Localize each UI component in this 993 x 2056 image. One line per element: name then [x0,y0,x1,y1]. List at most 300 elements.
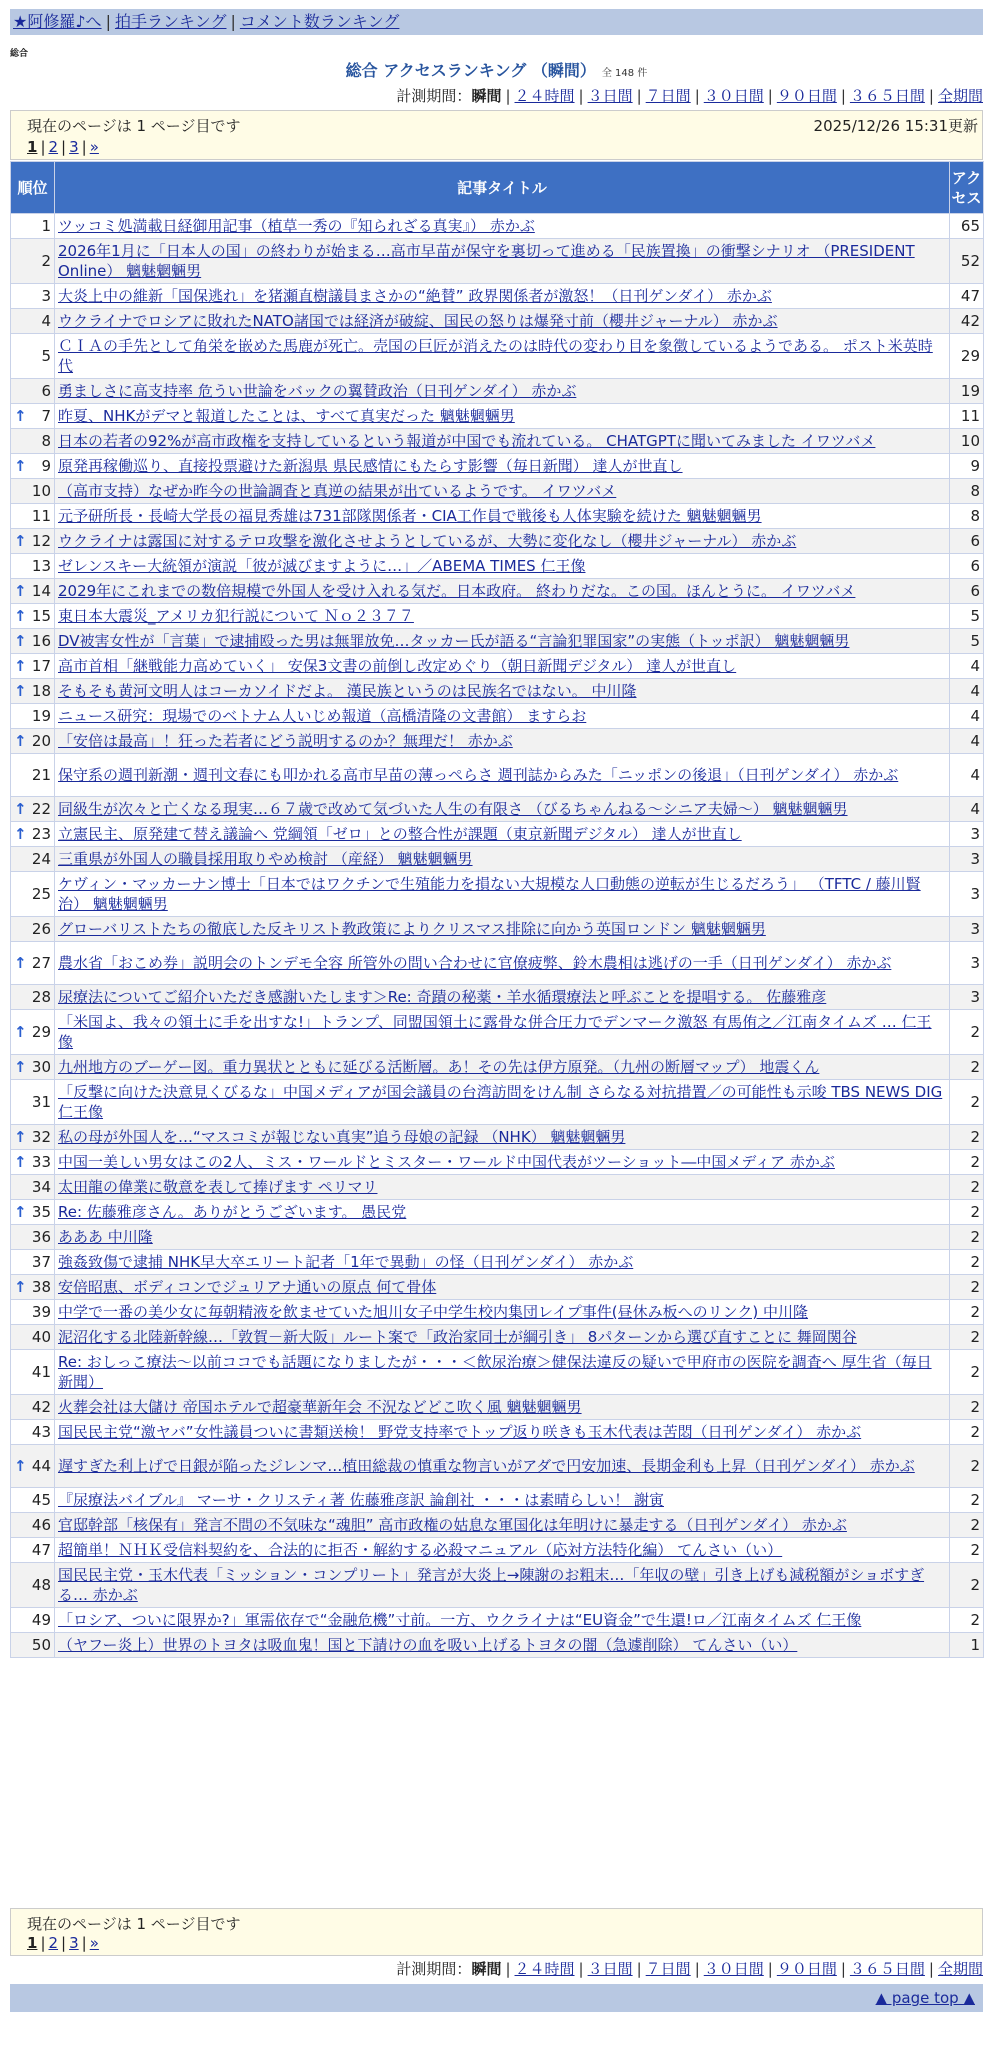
rank-number: 30 [31,1058,51,1076]
title-cell [55,1055,950,1080]
rank-number: 10 [31,482,51,500]
current-page-text: 現在のページは 1 ページ目です [27,1915,241,1933]
period-separator: | [578,87,584,105]
rank-up-icon: ↑ [14,954,27,972]
pager-link[interactable]: 3 [69,1934,79,1952]
access-count: 8 [950,479,984,504]
current-page-text: 現在のページは 1 ページ目です [27,117,241,135]
article-link[interactable]: ウクライナは露国に対するテロ攻撃を激化させようとしているが、大勢に変化なし（櫻井ジャーナル） 赤かぶ [58,532,797,550]
access-count: 3 [950,942,984,985]
rank-cell [11,822,55,847]
pager-current: 1 [27,1934,38,1952]
title-cell [55,309,950,334]
bottom-bar [10,1984,983,2012]
rank-number: 33 [31,1153,51,1171]
access-count: 2 [950,1275,984,1300]
table-row [11,1325,984,1350]
access-count: 6 [950,529,984,554]
title-cell [55,1350,950,1395]
title-cell [55,214,950,239]
rank-cell [11,654,55,679]
period-label: 計測期間： [396,1960,472,1978]
access-count: 8 [950,504,984,529]
ranking-table [10,161,984,1658]
table-row [11,729,984,754]
rank-number: 13 [31,557,51,575]
article-link[interactable]: （高市支持）なぜか昨今の世論調査と真逆の結果が出ているようです。 イワツバメ [58,482,617,500]
title-cell [55,554,950,579]
table-row [11,822,984,847]
title-cell [55,404,950,429]
pager-link[interactable]: 2 [48,1934,59,1952]
rank-cell [11,1608,55,1633]
rank-up-icon: ↑ [14,582,27,600]
table-row [11,1445,984,1488]
access-count: 4 [950,654,984,679]
title-cell [55,754,950,797]
access-count: 4 [950,797,984,822]
article-link[interactable]: 「反撃に向けた決意見くびるな」中国メディアが国会議員の台湾訪問をけん制 さらなる対抗措置／の可能性も示唆 TBS NEWS DIG 仁王像 [58,1083,943,1121]
rank-cell [11,847,55,872]
table-row [11,379,984,404]
title-cell [55,1225,950,1250]
title-cell [55,847,950,872]
rank-cell [11,604,55,629]
rank-number: 36 [31,1228,51,1246]
pager-separator: | [81,1934,87,1952]
table-row [11,679,984,704]
rank-cell [11,729,55,754]
rank-up-icon: ↑ [14,682,27,700]
article-link[interactable]: Re: おしっこ療法～以前ココでも話題になりましたが・・・＜飲尿治療＞健保法違反の疑いで甲府市の医院を調査へ 厚生省（毎日新聞） [58,1353,932,1391]
table-row [11,1175,984,1200]
table-row [11,1420,984,1445]
period-link[interactable]: ３０日間 [703,1960,764,1978]
article-link[interactable]: 立憲民主、原発建て替え議論へ 党綱領「ゼロ」との整合性が課題（東京新聞デジタル） 達人が世直し [58,825,742,843]
article-link[interactable]: あああ 中川隆 [58,1228,153,1246]
access-count: 65 [950,214,984,239]
access-count: 2 [950,1325,984,1350]
access-count: 47 [950,284,984,309]
period-separator: | [636,1960,642,1978]
access-count: 3 [950,917,984,942]
article-link[interactable]: 2029年にこれまでの数倍規模で外国人を受け入れる気だ。日本政府。 終わりだな。この国。ほんとうに。 イワツバメ [58,582,856,600]
table-row [11,554,984,579]
rank-number: 46 [31,1516,51,1534]
rank-number: 43 [31,1423,51,1441]
table-row [11,872,984,917]
period-link[interactable]: ２４時間 [514,1960,575,1978]
access-count: 2 [950,1563,984,1608]
title-cell [55,604,950,629]
rank-header: 順位 [11,162,55,214]
rank-cell [11,454,55,479]
article-link[interactable]: 尿療法についてご紹介いただき感謝いたします＞Re: 奇蹟の秘薬・羊水循環療法と呼ぶことを提唱する。 佐藤雅彦 [58,988,827,1006]
title-cell [55,504,950,529]
table-row [11,1150,984,1175]
rank-up-icon: ↑ [14,1203,27,1221]
rank-cell [11,1125,55,1150]
table-row [11,579,984,604]
article-link[interactable]: DV被害女性が「言葉」で逮捕殴った男は無罪放免…タッカー氏が語る“言論犯罪国家”の実態（トッポ訳） 魑魅魍魎男 [58,632,850,650]
rank-cell [11,1445,55,1488]
rank-number: 24 [31,850,51,868]
title-cell [55,1488,950,1513]
table-row [11,1563,984,1608]
article-link[interactable]: 「安倍は最高」！狂った若者にどう説明するのか？無理だ！ 赤かぶ [58,732,513,750]
table-row [11,985,984,1010]
article-link[interactable]: 2026年1月に「日本人の国」の終わりが始まる…高市早苗が保守を裏切って進める「民族置換」の衝撃シナリオ （PRESIDENT Online） 魑魅魍魎男 [58,242,915,280]
period-link[interactable]: ３６５日間 [849,87,925,105]
article-link[interactable]: 私の母が外国人を…“マスコミが報じない真実”追う母娘の記録 （NHK） 魑魅魍魎男 [58,1128,626,1146]
article-link[interactable]: 東日本大震災_アメリカ犯行説について Ｎｏ２３７７ [58,607,414,625]
period-link[interactable]: ３日間 [587,1960,633,1978]
article-link[interactable]: 九州地方のブーゲー図。重力異状とともに延びる活断層。あ！その先は伊方原発。（九州の断層マップ） 地震くん [58,1058,820,1076]
rank-cell [11,554,55,579]
period-link[interactable]: ９０日間 [776,87,837,105]
title-cell [55,479,950,504]
title-cell [55,239,950,284]
period-link[interactable]: ３０日間 [703,87,764,105]
table-row [11,1200,984,1225]
article-link[interactable]: 「ロシア、ついに限界か?」軍需依存で“金融危機”寸前。一方、ウクライナは“EU資金”で生還!ロ／江南タイムズ 仁王像 [58,1611,862,1629]
table-row [11,429,984,454]
table-row [11,1300,984,1325]
title-cell [55,429,950,454]
rank-number: 5 [41,347,51,365]
table-row [11,479,984,504]
article-link[interactable]: 勇ましさに高支持率 危うい世論をバックの翼賛政治（日刊ゲンダイ） 赤かぶ [58,382,577,400]
article-link[interactable]: ウクライナでロシアに敗れたNATO諸国では経済が破綻、国民の怒りは爆発寸前（櫻井ジャーナル） 赤かぶ [58,312,778,330]
article-link[interactable]: 国民民主党・玉木代表「ミッション・コンプリート」発言が大炎上→陳謝のお粗末…「年収の壁」引き上げも減税額がショボすぎる… 赤かぶ [58,1566,925,1604]
rank-number: 29 [31,1023,51,1041]
rank-cell [11,214,55,239]
period-separator: | [840,87,846,105]
rank-number: 11 [31,507,51,525]
access-count: 6 [950,554,984,579]
rank-cell [11,754,55,797]
rank-number: 4 [41,312,51,330]
rank-cell [11,504,55,529]
rank-cell [11,917,55,942]
rank-up-icon: ↑ [14,800,27,818]
table-row [11,797,984,822]
rank-up-icon: ↑ [14,632,27,650]
rank-cell [11,1538,55,1563]
pager-link[interactable]: 3 [69,138,79,156]
table-row [11,404,984,429]
article-link[interactable]: （ヤフー炎上）世界のトヨタは吸血鬼！国と下請けの血を吸い上げるトヨタの闇（急遽削除） てんさい（い） [58,1636,798,1654]
title-cell [55,729,950,754]
article-link[interactable]: ツッコミ処満載日経御用記事（植草一秀の『知られざる真実』） 赤かぶ [58,217,535,235]
access-count: 1 [950,1633,984,1658]
rank-number: 8 [41,432,51,450]
top-nav [10,9,983,35]
table-row [11,1250,984,1275]
period-selector-top [396,85,983,106]
page-info-bottom [10,1908,983,1956]
article-link[interactable]: 三重県が外国人の職員採用取りやめ検討 （産経） 魑魅魍魎男 [58,850,473,868]
rank-number: 38 [31,1278,51,1296]
article-link[interactable]: 元予研所長・長崎大学長の福見秀雄は731部隊関係者・CIA工作員で戦後も人体実験を続けた 魑魅魍魎男 [58,507,762,525]
article-link[interactable]: 「米国よ、我々の領土に手を出すな!」トランプ、同盟国領土に露骨な併合圧力でデンマーク激怒 有馬侑之／江南タイムズ … 仁王像 [58,1013,932,1051]
period-link[interactable]: ７日間 [645,87,691,105]
rank-cell [11,1200,55,1225]
title-cell [55,1420,950,1445]
rank-cell [11,1055,55,1080]
rank-number: 28 [31,988,51,1006]
article-link[interactable]: ニュース研究：現場でのベトナム人いじめ報道（高橋清隆の文書館） ますらお [58,707,587,725]
access-count: 5 [950,604,984,629]
rank-number: 26 [31,920,51,938]
title-cell [55,1200,950,1225]
pager-separator: | [81,138,87,156]
rank-cell [11,1325,55,1350]
period-link[interactable]: 全期間 [937,1960,983,1978]
access-count: 2 [950,1080,984,1125]
title-cell [55,1325,950,1350]
article-link[interactable]: 泥沼化する北陸新幹線…「敦賀－新大阪」ルート案で「政治家同士が綱引き」 8パターンから選び直すことに 舞岡関谷 [58,1328,857,1346]
access-count: 42 [950,309,984,334]
title-cell [55,1608,950,1633]
period-link[interactable]: ７日間 [645,1960,691,1978]
rank-number: 44 [31,1457,51,1475]
rank-cell [11,429,55,454]
access-count: 3 [950,872,984,917]
article-link[interactable]: 太田龍の偉業に敬意を表して捧げます ペリマリ [58,1178,378,1196]
article-link[interactable]: 強姦致傷で逮捕 NHK早大卒エリート記者「1年で異動」の怪（日刊ゲンダイ） 赤かぶ [58,1253,634,1271]
access-count: 4 [950,679,984,704]
rank-cell [11,379,55,404]
access-header: アクセス [950,162,984,214]
rank-cell [11,1300,55,1325]
title-cell [55,1175,950,1200]
title-cell [55,1563,950,1608]
rank-number: 17 [31,657,51,675]
access-count: 2 [950,1125,984,1150]
rank-cell [11,985,55,1010]
pager-separator: | [40,138,46,156]
rank-cell [11,1395,55,1420]
article-link[interactable]: 中国一美しい男女はこの2人、ミス・ワールドとミスター・ワールド中国代表がツーショット―中国メディア 赤かぶ [58,1153,835,1171]
access-count: 2 [950,1225,984,1250]
rank-cell [11,1275,55,1300]
access-count: 3 [950,985,984,1010]
comment-ranking-link[interactable]: コメント数ランキング [239,12,400,31]
rank-number: 21 [31,766,51,784]
home-link[interactable]: ★阿修羅♪へ [13,12,102,31]
pager-bottom [27,1934,99,1952]
article-link[interactable]: 安倍昭恵、ボディコンでジュリアナ通いの原点 何て骨体 [58,1278,437,1296]
title-cell [55,1538,950,1563]
period-label: 計測期間： [396,87,472,105]
total-count: 全 148 件 [601,68,648,79]
article-link[interactable]: 同級生が次々と亡くなる現実…６７歳で改めて気づいた人生の有限さ （びるちゃんねる～シニア夫婦～） 魑魅魍魎男 [58,800,848,818]
category-label: 総合 [10,49,29,59]
rank-cell [11,1175,55,1200]
period-separator: | [694,1960,700,1978]
period-link[interactable]: ３６５日間 [849,1960,925,1978]
rank-number: 50 [31,1636,51,1654]
article-link[interactable]: そもそも黄河文明人はコーカソイドだよ。 漢民族というのは民族名ではない。 中川隆 [58,682,637,700]
title-cell [55,1513,950,1538]
rank-cell [11,1563,55,1608]
table-row [11,1608,984,1633]
table-row [11,284,984,309]
access-count: 2 [950,1350,984,1395]
period-link[interactable]: 全期間 [937,87,983,105]
title-cell [55,942,950,985]
article-link[interactable]: 国民民主党“激ヤバ”女性議員ついに書類送検！ 野党支持率でトップ返り咲きも玉木代表は苦悶（日刊ゲンダイ） 赤かぶ [58,1423,862,1441]
pager-next[interactable]: » [89,138,99,156]
table-row [11,604,984,629]
title-cell [55,1300,950,1325]
article-link[interactable]: 火葬会社は大儲け 帝国ホテルで超豪華新年会 不況などどこ吹く風 魑魅魍魎男 [58,1398,582,1416]
period-link[interactable]: ９０日間 [776,1960,837,1978]
rank-cell [11,942,55,985]
period-current: 瞬間 [471,1960,502,1978]
access-count: 4 [950,754,984,797]
table-row [11,1538,984,1563]
rank-number: 3 [41,287,51,305]
rank-up-icon: ↑ [14,1457,27,1475]
title-cell [55,379,950,404]
rank-up-icon: ↑ [14,657,27,675]
period-separator: | [694,87,700,105]
pager-current: 1 [27,138,38,156]
period-separator: | [767,87,773,105]
pager-link[interactable]: 2 [48,138,59,156]
table-row [11,309,984,334]
rank-number: 22 [31,800,51,818]
rank-number: 18 [31,682,51,700]
article-link[interactable]: 大炎上中の維新「国保逃れ」を猪瀬直樹議員まさかの“絶賛” 政界関係者が激怒！（日刊ゲンダイ） 赤かぶ [58,287,772,305]
article-link[interactable]: 農水省「おこめ券」説明会のトンデモ全容 所管外の問い合わせに官僚疲弊、鈴木農相は逃げの一手（日刊ゲンダイ） 赤かぶ [58,954,892,972]
rank-number: 37 [31,1253,51,1271]
article-link[interactable]: 官邸幹部「核保有」発言不問の不気味な“魂胆” 高市政権の姑息な軍国化は年明けに暴走する（日刊ゲンダイ） 赤かぶ [58,1516,847,1534]
article-link[interactable]: 日本の若者の92%が高市政権を支持しているという報道が中国でも流れている。 CHATGPTに聞いてみました イワツバメ [58,432,876,450]
access-count: 2 [950,1055,984,1080]
updated-timestamp: 2025/12/26 15:31更新 [813,117,978,135]
table-row [11,754,984,797]
access-count: 11 [950,404,984,429]
clap-ranking-link[interactable]: 拍手ランキング [114,12,227,31]
article-link[interactable]: 高市首相「継戦能力高めていく」 安保3文書の前倒し改定めぐり（朝日新聞デジタル） 達人が世直し [58,657,737,675]
rank-number: 20 [31,732,51,750]
access-count: 2 [950,1250,984,1275]
rank-cell [11,1080,55,1125]
table-header-row [11,162,984,214]
article-link[interactable]: 昨夏、NHKがデマと報道したことは、すべて真実だった 魑魅魍魎男 [58,407,515,425]
title-cell [55,1080,950,1125]
pager-top [27,138,99,156]
article-link[interactable]: 遅すぎた利上げで日銀が陥ったジレンマ…植田総裁の慎重な物言いがアダで円安加速、長期金利も上昇（日刊ゲンダイ） 赤かぶ [58,1457,915,1475]
rank-up-icon: ↑ [14,1058,27,1076]
access-count: 2 [950,1513,984,1538]
rank-number: 19 [31,707,51,725]
access-count: 19 [950,379,984,404]
rank-number: 23 [31,825,51,843]
access-count: 3 [950,822,984,847]
article-link[interactable]: グローバリストたちの徹底した反キリスト教政策によりクリスマス排除に向かう英国ロンドン 魑魅魍魎男 [58,920,766,938]
article-link[interactable]: 『尿療法バイブル』 マーサ・クリスティ著 佐藤雅彦訳 論創社 ・・・は素晴らしい！ 謝寅 [58,1491,664,1509]
rank-cell [11,529,55,554]
title-cell [55,1250,950,1275]
access-count: 4 [950,704,984,729]
period-separator: | [505,87,511,105]
table-row [11,1633,984,1658]
rank-up-icon: ↑ [14,532,27,550]
period-current: 瞬間 [471,87,502,105]
article-link[interactable]: ＣＩＡの手先として角栄を嵌めた馬鹿が死亡。売国の巨匠が消えたのは時代の変わり目を象徴しているようである。 ポスト米英時代 [58,337,933,375]
access-count: 2 [950,1488,984,1513]
rank-cell [11,629,55,654]
article-link[interactable]: Re: 佐藤雅彦さん。ありがとうございます。 愚民党 [58,1203,407,1221]
article-link[interactable]: 中学で一番の美少女に毎朝精液を飲ませていた旭川女子中学生校内集団レイプ事件(昼休み板へのリンク) 中川隆 [58,1303,808,1321]
rank-up-icon: ↑ [14,1023,27,1041]
title-cell [55,529,950,554]
table-row [11,454,984,479]
nav-separator: | [230,12,236,31]
rank-number: 15 [31,607,51,625]
access-count: 2 [950,1538,984,1563]
title-cell [55,1395,950,1420]
access-count: 2 [950,1420,984,1445]
title-cell [55,579,950,604]
access-count: 2 [950,1010,984,1055]
rank-cell [11,334,55,379]
title-cell [55,1445,950,1488]
article-link[interactable]: 保守系の週刊新潮・週刊文春にも叩かれる高市早苗の薄っぺらさ 週刊誌からみた「ニッポンの後退」（日刊ゲンダイ） 赤かぶ [58,766,899,784]
period-separator: | [928,87,934,105]
period-link[interactable]: ２４時間 [514,87,575,105]
article-link[interactable]: 超簡単！ＮＨＫ受信料契約を、合法的に拒否・解約する必殺マニュアル（応対方法特化編） てんさい（い） [58,1541,783,1559]
table-row [11,334,984,379]
access-count: 52 [950,239,984,284]
rank-cell [11,704,55,729]
period-link[interactable]: ３日間 [587,87,633,105]
article-link[interactable]: ゼレンスキー大統領が演説「彼が滅びますように…」／ABEMA TIMES 仁王像 [58,557,586,575]
title-cell [55,822,950,847]
rank-number: 41 [31,1363,51,1381]
rank-cell [11,1010,55,1055]
title-cell [55,1275,950,1300]
title-cell [55,985,950,1010]
table-row [11,214,984,239]
table-row [11,239,984,284]
title-cell [55,654,950,679]
title-cell [55,1010,950,1055]
table-row [11,1225,984,1250]
rank-cell [11,284,55,309]
table-row [11,1513,984,1538]
table-row [11,654,984,679]
rank-cell [11,404,55,429]
rank-cell [11,309,55,334]
table-row [11,529,984,554]
page-top-link[interactable]: ▲ page top ▲ [875,1989,975,2007]
rank-number: 25 [31,885,51,903]
title-cell [55,1150,950,1175]
rank-number: 35 [31,1203,51,1221]
article-link[interactable]: 原発再稼働巡り、直接投票避けた新潟県 県民感情にもたらす影響（毎日新聞） 達人が世直し [58,457,683,475]
rank-cell [11,1420,55,1445]
article-link[interactable]: ケヴィン・マッカーナン博士「日本ではワクチンで生殖能力を損ない大規模な人口動態の逆転が生じるだろう」 （TFTC / 藤川賢治） 魑魅魍魎男 [58,875,921,913]
period-separator: | [928,1960,934,1978]
period-separator: | [578,1960,584,1978]
pager-next[interactable]: » [89,1934,99,1952]
rank-cell [11,1225,55,1250]
